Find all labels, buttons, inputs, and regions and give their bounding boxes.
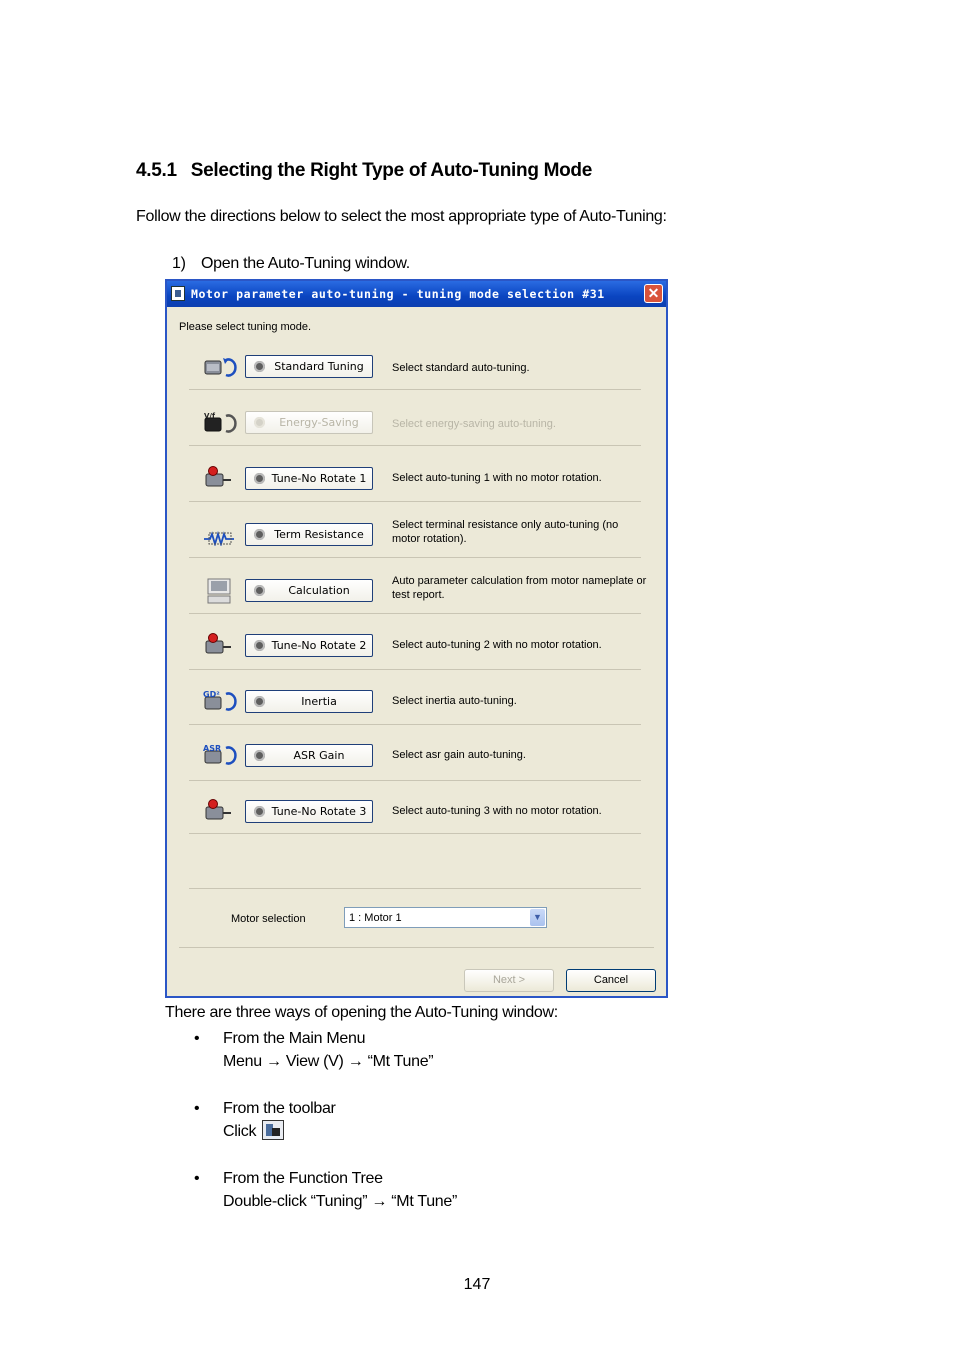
- divider: [189, 888, 641, 889]
- asr-gain-icon: [203, 743, 237, 765]
- mode-description: Select standard auto-tuning.: [392, 362, 530, 374]
- motor-selection-label: Motor selection: [231, 913, 306, 925]
- mode-description: Select auto-tuning 2 with no motor rotation.: [392, 639, 602, 651]
- button-label: Inertia: [301, 695, 337, 708]
- energy-saving-button[interactable]: [245, 411, 373, 434]
- bullet: •: [194, 1100, 200, 1117]
- auto-tuning-toolbar-icon: [262, 1120, 284, 1140]
- motor-stop-icon: [203, 466, 237, 488]
- motor-selection-dropdown[interactable]: [344, 907, 547, 928]
- mode-row-standard-tuning: [189, 333, 641, 390]
- mode-row-energy-saving: [189, 389, 641, 446]
- way-title: From the toolbar: [223, 1100, 336, 1117]
- asr-gain-button[interactable]: [245, 744, 373, 767]
- mode-row-asr-gain: [189, 724, 641, 781]
- close-button[interactable]: ✕: [644, 284, 663, 303]
- button-label: Tune-No Rotate 3: [271, 805, 367, 818]
- divider: [179, 947, 654, 948]
- mode-row-tune-no-rotate-3: [189, 780, 641, 834]
- tune-no-rotate-3-button[interactable]: [245, 800, 373, 823]
- step-text: Open the Auto-Tuning window.: [201, 255, 410, 272]
- mode-description: Select asr gain auto-tuning.: [392, 749, 526, 761]
- svg-text:V/f: V/f: [204, 412, 216, 420]
- led-icon: [254, 361, 265, 372]
- section-title: Selecting the Right Type of Auto-Tuning Mode: [190, 160, 593, 181]
- led-icon: [254, 529, 265, 540]
- resistor-icon: [203, 524, 237, 546]
- mode-row-inertia: [189, 668, 641, 725]
- mode-row-calculation: [189, 557, 647, 614]
- button-label: Energy-Saving: [279, 416, 359, 429]
- mode-description: Select inertia auto-tuning.: [392, 695, 517, 707]
- mode-description: Select terminal resistance only auto-tuning (no motor rotation).: [392, 519, 619, 545]
- mode-row-term-resistance: [189, 501, 641, 558]
- way-title: From the Function Tree: [223, 1170, 383, 1187]
- button-label: ASR Gain: [293, 749, 345, 762]
- way-detail: Click: [223, 1123, 257, 1140]
- step-1: [172, 255, 410, 273]
- svg-text:GD²: GD²: [203, 690, 220, 699]
- auto-tuning-dialog: [165, 279, 668, 998]
- page-number: 147: [463, 1276, 491, 1293]
- mode-row-tune-no-rotate-2: [189, 613, 641, 670]
- term-resistance-button[interactable]: [245, 523, 373, 546]
- bullet: •: [194, 1030, 200, 1047]
- dialog-titlebar: [167, 281, 666, 307]
- button-label: Term Resistance: [274, 528, 364, 541]
- motor-stop-icon: [203, 799, 237, 821]
- dialog-prompt: Please select tuning mode.: [179, 321, 312, 333]
- cancel-button[interactable]: Cancel: [566, 969, 656, 992]
- led-icon: [254, 473, 265, 484]
- ways-intro: There are three ways of opening the Auto-Tuning window:: [165, 1004, 558, 1021]
- chevron-down-icon[interactable]: ▼: [530, 909, 545, 926]
- inertia-icon: [203, 689, 237, 711]
- next-button[interactable]: Next >: [464, 969, 554, 992]
- mode-description: Auto parameter calculation from motor nameplate or test report.: [392, 575, 647, 601]
- led-icon: [254, 750, 265, 761]
- energy-saving-icon: [203, 412, 237, 434]
- led-icon: [254, 806, 265, 817]
- way-detail: Double-click “Tuning” → “Mt Tune”: [223, 1193, 458, 1210]
- led-icon: [254, 696, 265, 707]
- button-label: Tune-No Rotate 2: [271, 639, 367, 652]
- motor-selection-value: 1 : Motor 1: [349, 912, 402, 924]
- button-label: Tune-No Rotate 1: [271, 472, 367, 485]
- tune-no-rotate-1-button[interactable]: [245, 467, 373, 490]
- step-number: 1): [172, 255, 186, 272]
- motor-stop-icon: [203, 633, 237, 655]
- section-number: 4.5.1: [136, 160, 177, 181]
- standard-tuning-button[interactable]: [245, 355, 373, 378]
- mode-row-tune-no-rotate-1: [189, 445, 641, 502]
- way-detail: Menu → View (V) → “Mt Tune”: [223, 1053, 434, 1070]
- led-icon: [254, 640, 265, 651]
- svg-text:ASR: ASR: [203, 744, 222, 753]
- section-heading: [136, 160, 592, 182]
- inertia-button[interactable]: [245, 690, 373, 713]
- computer-icon: [203, 578, 237, 604]
- mode-description: Select auto-tuning 1 with no motor rotation.: [392, 472, 602, 484]
- led-icon: [254, 417, 265, 428]
- app-icon: [171, 286, 185, 301]
- button-label: Standard Tuning: [274, 360, 364, 373]
- dialog-title: Motor parameter auto-tuning - tuning mode selection #31: [191, 287, 605, 301]
- mode-description: Select energy-saving auto-tuning.: [392, 418, 556, 430]
- mode-description: Select auto-tuning 3 with no motor rotation.: [392, 805, 602, 817]
- way-title: From the Main Menu: [223, 1030, 366, 1047]
- button-label: Calculation: [288, 584, 350, 597]
- intro-text: Follow the directions below to select the most appropriate type of Auto-Tuning:: [136, 208, 667, 225]
- tune-no-rotate-2-button[interactable]: [245, 634, 373, 657]
- led-icon: [254, 585, 265, 596]
- bullet: •: [194, 1170, 200, 1187]
- motor-rotate-icon: [203, 356, 237, 378]
- calculation-button[interactable]: [245, 579, 373, 602]
